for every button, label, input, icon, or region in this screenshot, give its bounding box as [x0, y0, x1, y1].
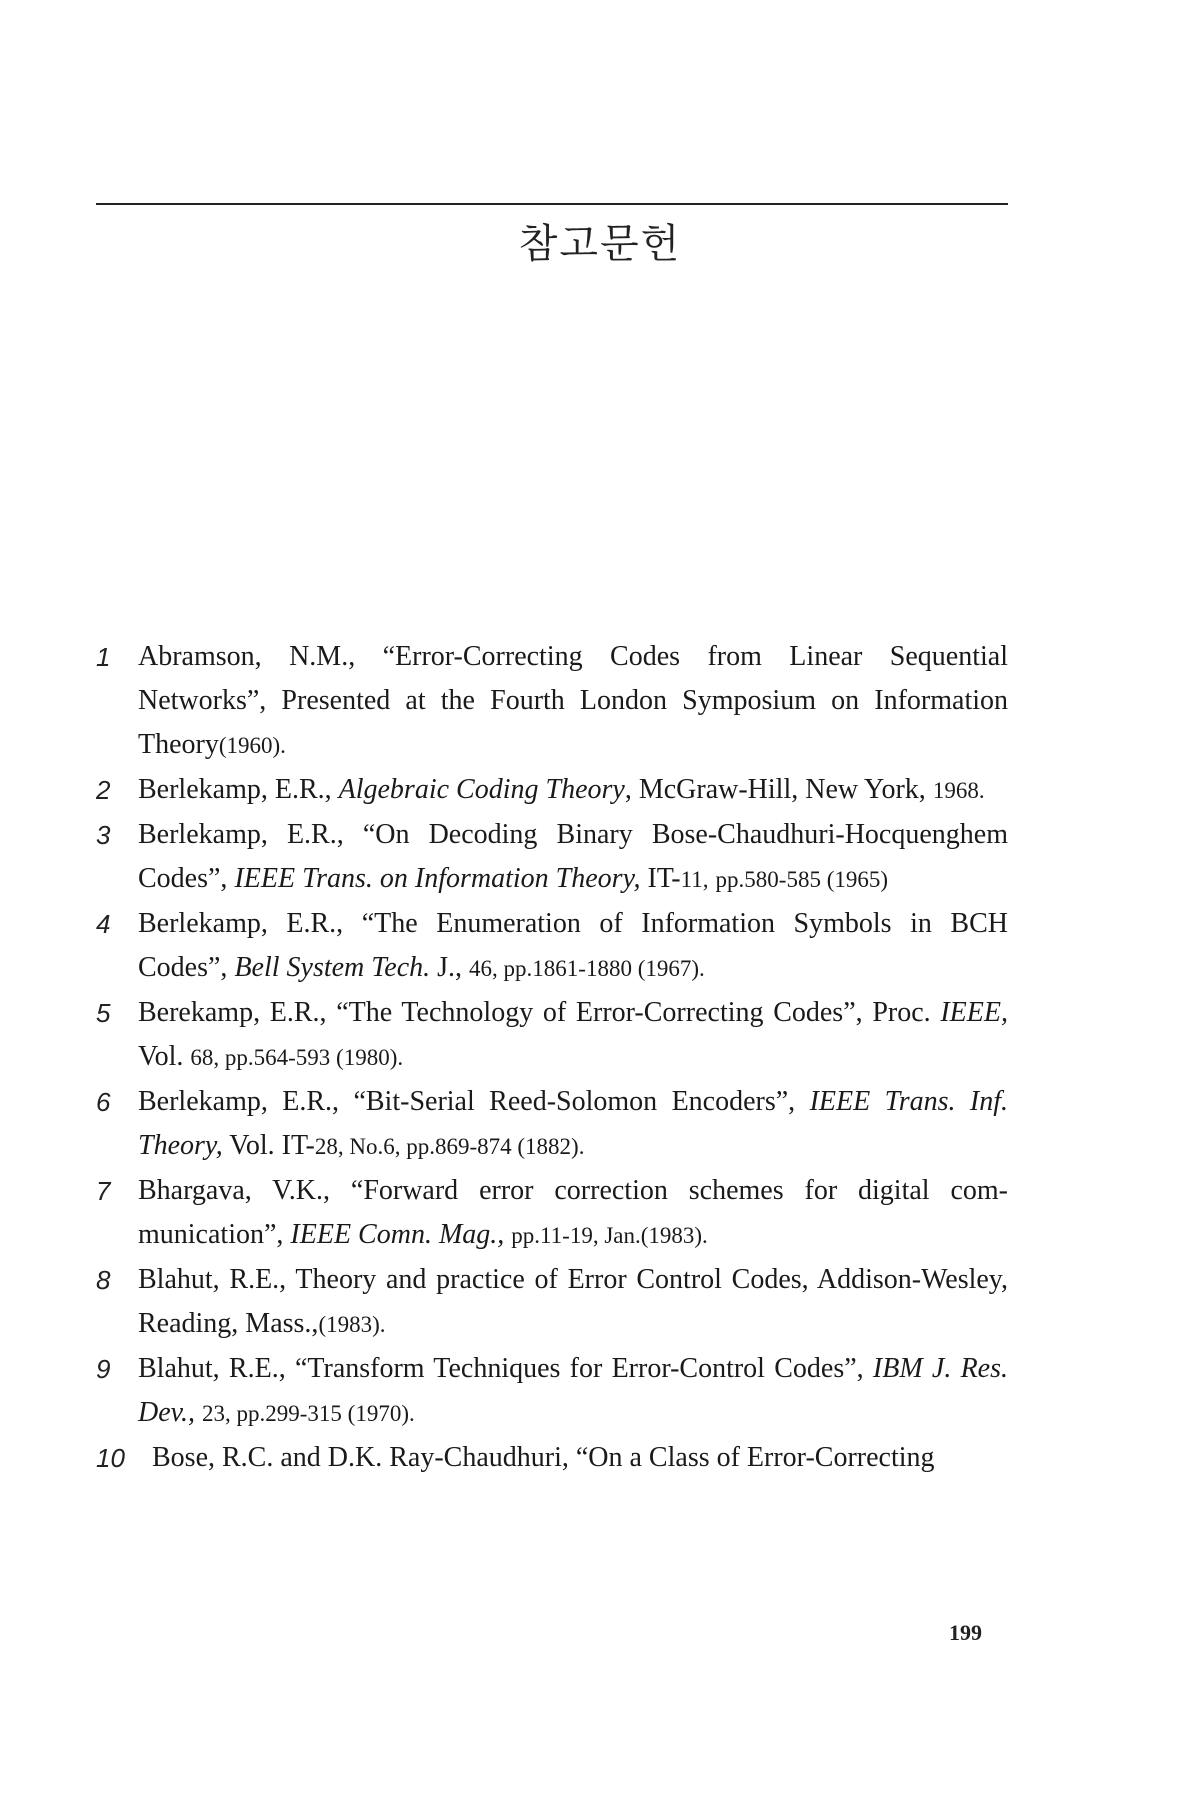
reference-text: 1968. — [932, 778, 985, 803]
reference-text — [195, 1397, 202, 1428]
reference-number: 5 — [96, 998, 111, 1028]
reference-text: Bhargava, V.K., “Forward error correction schemes for digital communication”, — [138, 1175, 1008, 1250]
reference-text: , McGraw-Hill, New York, — [624, 774, 933, 805]
reference-title-italic: Algebraic Coding Theory — [338, 774, 625, 805]
reference-text: 11, — [680, 867, 709, 892]
reference-text: Blahut, R.E., “Transform Techniques for Error-Control Codes”, — [138, 1353, 873, 1384]
reference-item-4 — [96, 902, 1008, 991]
reference-text: 68, pp.564-593 (1980). — [190, 1045, 404, 1070]
reference-text: 28, No.6, pp.869-874 (1882). — [314, 1134, 585, 1159]
reference-item-9 — [96, 1347, 1008, 1436]
reference-text — [709, 863, 716, 894]
reference-title-italic: Bell System Tech. — [234, 952, 431, 983]
reference-list — [96, 635, 1008, 1480]
reference-text: J., — [430, 952, 470, 983]
reference-number: 3 — [96, 820, 111, 850]
reference-number: 6 — [96, 1087, 111, 1117]
reference-item-8 — [96, 1258, 1008, 1347]
reference-text: Vol. — [138, 1041, 191, 1072]
reference-number: 10 — [96, 1443, 125, 1473]
reference-text: (1960). — [218, 733, 286, 758]
reference-text: Berlekamp, E.R., “On Decoding Binary Bose-Chaudhuri-Hocquenghem Codes”, — [138, 819, 1008, 894]
reference-text: Abramson, N.M., “Error-Correcting Codes from Linear Sequential Networks”, Presented at the Fourth London Symposium on Information Theory — [138, 641, 1008, 760]
reference-item-3 — [96, 813, 1008, 902]
reference-item-7 — [96, 1169, 1008, 1258]
reference-text: Berlekamp, E.R., “The Enumeration of Information Symbols in BCH Codes”, — [138, 908, 1008, 983]
page-number: 199 — [949, 1620, 982, 1645]
reference-text: IT- — [640, 863, 681, 894]
reference-item-2 — [96, 768, 1008, 813]
reference-title-italic: IEEE Trans. Inf. Theory, — [138, 1086, 1009, 1161]
reference-number: 9 — [96, 1354, 111, 1384]
reference-item-6 — [96, 1080, 1008, 1169]
reference-title-italic: IEEE Trans. on Information Theory, — [234, 863, 641, 894]
reference-text: Vol. IT- — [222, 1130, 315, 1161]
reference-text: Berekamp, E.R., “The Technology of Error-Correcting Codes”, Proc. — [138, 997, 941, 1028]
reference-text: Berlekamp, E.R., — [138, 774, 339, 805]
reference-text: 46, pp.1861-1880 (1967). — [469, 956, 705, 981]
reference-text: 23, pp.299-315 (1970). — [202, 1401, 415, 1426]
reference-number: 1 — [96, 642, 111, 672]
reference-title-italic: IEEE, — [940, 997, 1008, 1028]
reference-number: 4 — [96, 909, 111, 939]
reference-number: 7 — [96, 1176, 111, 1206]
reference-text: Bose, R.C. and D.K. Ray-Chaudhuri, “On a Class of Error-Correcting — [152, 1442, 935, 1473]
reference-number: 2 — [96, 775, 111, 805]
reference-text: Blahut, R.E., Theory and practice of Error Control Codes, Addison-Wesley, Reading, Mass., — [138, 1264, 1008, 1339]
reference-title-italic: IEEE Comn. Mag., — [290, 1219, 505, 1250]
page-title: 참고문헌 — [518, 221, 682, 267]
header-rule — [96, 203, 1008, 205]
reference-text: (1983). — [318, 1312, 386, 1337]
reference-text: Berlekamp, E.R., “Bit-Serial Reed-Solomon Encoders”, — [138, 1086, 810, 1117]
reference-text: pp.580-585 (1965) — [715, 867, 889, 892]
reference-item-1 — [96, 635, 1008, 768]
reference-item-10 — [96, 1436, 1008, 1480]
reference-number: 8 — [96, 1265, 111, 1295]
reference-text: pp.11-19, Jan.(1983). — [511, 1223, 708, 1248]
reference-item-5 — [96, 991, 1008, 1080]
reference-title-italic: IBM J. Res. Dev., — [138, 1353, 1008, 1428]
